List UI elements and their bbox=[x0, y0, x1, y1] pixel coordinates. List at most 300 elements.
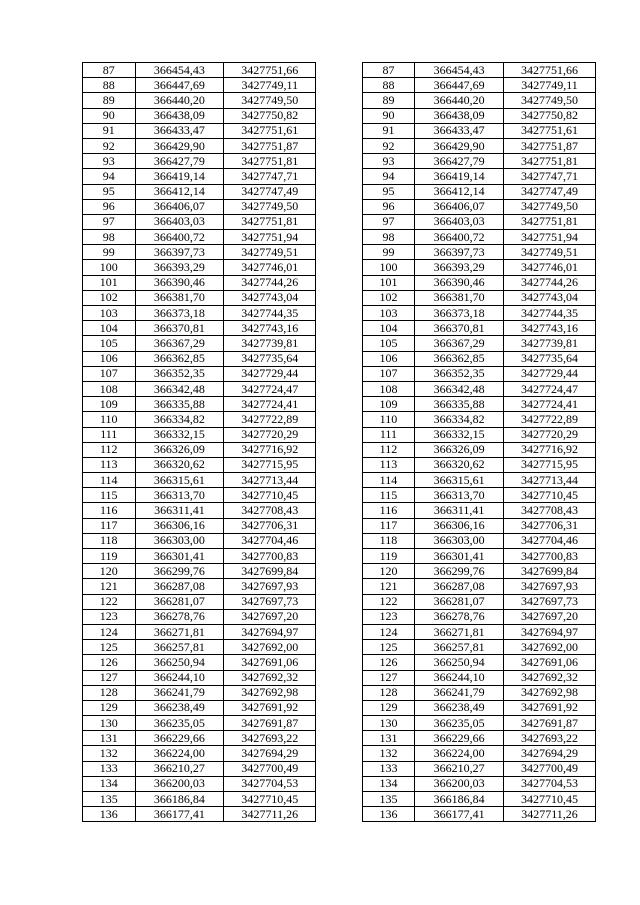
right-y-coordinate-cell: 3427710,45 bbox=[504, 488, 596, 503]
right-y-coordinate-cell: 3427729,44 bbox=[504, 366, 596, 381]
table-row bbox=[83, 488, 596, 503]
right-x-coordinate-cell: 366427,79 bbox=[415, 154, 504, 169]
left-x-coordinate-cell: 366342,48 bbox=[135, 381, 224, 396]
left-x-coordinate-cell: 366235,05 bbox=[135, 716, 224, 731]
left-point-number-cell: 99 bbox=[83, 245, 136, 260]
left-y-coordinate-cell: 3427693,22 bbox=[224, 731, 316, 746]
right-point-number-cell: 101 bbox=[362, 275, 415, 290]
right-y-coordinate-cell: 3427716,92 bbox=[504, 442, 596, 457]
left-x-coordinate-cell: 366299,76 bbox=[135, 564, 224, 579]
column-gap-cell bbox=[316, 533, 362, 548]
right-point-number-cell: 131 bbox=[362, 731, 415, 746]
table-row bbox=[83, 579, 596, 594]
left-point-number-cell: 136 bbox=[83, 807, 136, 822]
left-point-number-cell: 123 bbox=[83, 609, 136, 624]
right-y-coordinate-cell: 3427711,26 bbox=[504, 807, 596, 822]
left-point-number-cell: 98 bbox=[83, 230, 136, 245]
right-x-coordinate-cell: 366342,48 bbox=[415, 381, 504, 396]
right-y-coordinate-cell: 3427713,44 bbox=[504, 473, 596, 488]
column-gap-cell bbox=[316, 381, 362, 396]
right-y-coordinate-cell: 3427749,50 bbox=[504, 199, 596, 214]
table-row bbox=[83, 746, 596, 761]
column-gap-cell bbox=[316, 624, 362, 639]
right-x-coordinate-cell: 366200,03 bbox=[415, 776, 504, 791]
left-y-coordinate-cell: 3427744,35 bbox=[224, 306, 316, 321]
right-y-coordinate-cell: 3427751,81 bbox=[504, 154, 596, 169]
column-gap-cell bbox=[316, 761, 362, 776]
right-y-coordinate-cell: 3427694,97 bbox=[504, 624, 596, 639]
table-row bbox=[83, 306, 596, 321]
left-y-coordinate-cell: 3427749,51 bbox=[224, 245, 316, 260]
column-gap-cell bbox=[316, 746, 362, 761]
right-point-number-cell: 107 bbox=[362, 366, 415, 381]
right-x-coordinate-cell: 366370,81 bbox=[415, 321, 504, 336]
column-gap-cell bbox=[316, 579, 362, 594]
left-x-coordinate-cell: 366429,90 bbox=[135, 138, 224, 153]
table-row bbox=[83, 397, 596, 412]
table-row bbox=[83, 503, 596, 518]
left-point-number-cell: 95 bbox=[83, 184, 136, 199]
right-y-coordinate-cell: 3427720,29 bbox=[504, 427, 596, 442]
right-x-coordinate-cell: 366334,82 bbox=[415, 412, 504, 427]
left-y-coordinate-cell: 3427729,44 bbox=[224, 366, 316, 381]
left-y-coordinate-cell: 3427751,61 bbox=[224, 123, 316, 138]
right-y-coordinate-cell: 3427751,94 bbox=[504, 230, 596, 245]
left-y-coordinate-cell: 3427697,93 bbox=[224, 579, 316, 594]
left-x-coordinate-cell: 366362,85 bbox=[135, 351, 224, 366]
right-x-coordinate-cell: 366447,69 bbox=[415, 78, 504, 93]
column-gap-cell bbox=[316, 366, 362, 381]
left-x-coordinate-cell: 366367,29 bbox=[135, 336, 224, 351]
right-y-coordinate-cell: 3427751,87 bbox=[504, 138, 596, 153]
left-point-number-cell: 109 bbox=[83, 397, 136, 412]
column-gap-cell bbox=[316, 473, 362, 488]
left-x-coordinate-cell: 366397,73 bbox=[135, 245, 224, 260]
left-x-coordinate-cell: 366454,43 bbox=[135, 63, 224, 78]
column-gap-cell bbox=[316, 807, 362, 822]
left-x-coordinate-cell: 366332,15 bbox=[135, 427, 224, 442]
left-x-coordinate-cell: 366200,03 bbox=[135, 776, 224, 791]
right-y-coordinate-cell: 3427691,06 bbox=[504, 655, 596, 670]
right-x-coordinate-cell: 366241,79 bbox=[415, 685, 504, 700]
right-y-coordinate-cell: 3427747,71 bbox=[504, 169, 596, 184]
column-gap-cell bbox=[316, 685, 362, 700]
table-row bbox=[83, 245, 596, 260]
left-point-number-cell: 118 bbox=[83, 533, 136, 548]
right-x-coordinate-cell: 366403,03 bbox=[415, 214, 504, 229]
left-y-coordinate-cell: 3427697,20 bbox=[224, 609, 316, 624]
left-point-number-cell: 87 bbox=[83, 63, 136, 78]
left-y-coordinate-cell: 3427751,87 bbox=[224, 138, 316, 153]
right-y-coordinate-cell: 3427694,29 bbox=[504, 746, 596, 761]
left-point-number-cell: 90 bbox=[83, 108, 136, 123]
left-x-coordinate-cell: 366390,46 bbox=[135, 275, 224, 290]
left-y-coordinate-cell: 3427747,71 bbox=[224, 169, 316, 184]
right-y-coordinate-cell: 3427751,81 bbox=[504, 214, 596, 229]
right-x-coordinate-cell: 366397,73 bbox=[415, 245, 504, 260]
right-x-coordinate-cell: 366373,18 bbox=[415, 306, 504, 321]
right-point-number-cell: 117 bbox=[362, 518, 415, 533]
left-x-coordinate-cell: 366241,79 bbox=[135, 685, 224, 700]
table-row bbox=[83, 731, 596, 746]
right-point-number-cell: 89 bbox=[362, 93, 415, 108]
right-x-coordinate-cell: 366299,76 bbox=[415, 564, 504, 579]
column-gap-cell bbox=[316, 655, 362, 670]
right-x-coordinate-cell: 366229,66 bbox=[415, 731, 504, 746]
right-point-number-cell: 124 bbox=[362, 624, 415, 639]
left-y-coordinate-cell: 3427715,95 bbox=[224, 457, 316, 472]
right-x-coordinate-cell: 366311,41 bbox=[415, 503, 504, 518]
left-point-number-cell: 122 bbox=[83, 594, 136, 609]
column-gap-cell bbox=[316, 670, 362, 685]
right-x-coordinate-cell: 366433,47 bbox=[415, 123, 504, 138]
left-point-number-cell: 135 bbox=[83, 792, 136, 807]
table-row bbox=[83, 169, 596, 184]
right-point-number-cell: 121 bbox=[362, 579, 415, 594]
left-x-coordinate-cell: 366224,00 bbox=[135, 746, 224, 761]
left-point-number-cell: 103 bbox=[83, 306, 136, 321]
left-point-number-cell: 111 bbox=[83, 427, 136, 442]
right-x-coordinate-cell: 366281,07 bbox=[415, 594, 504, 609]
left-y-coordinate-cell: 3427699,84 bbox=[224, 564, 316, 579]
right-point-number-cell: 134 bbox=[362, 776, 415, 791]
left-x-coordinate-cell: 366313,70 bbox=[135, 488, 224, 503]
right-point-number-cell: 106 bbox=[362, 351, 415, 366]
left-point-number-cell: 104 bbox=[83, 321, 136, 336]
right-x-coordinate-cell: 366440,20 bbox=[415, 93, 504, 108]
column-gap-cell bbox=[316, 93, 362, 108]
left-point-number-cell: 101 bbox=[83, 275, 136, 290]
left-x-coordinate-cell: 366433,47 bbox=[135, 123, 224, 138]
table-row bbox=[83, 564, 596, 579]
left-x-coordinate-cell: 366320,62 bbox=[135, 457, 224, 472]
table-row bbox=[83, 78, 596, 93]
right-point-number-cell: 87 bbox=[362, 63, 415, 78]
left-point-number-cell: 133 bbox=[83, 761, 136, 776]
left-point-number-cell: 120 bbox=[83, 564, 136, 579]
right-y-coordinate-cell: 3427693,22 bbox=[504, 731, 596, 746]
left-y-coordinate-cell: 3427747,49 bbox=[224, 184, 316, 199]
right-x-coordinate-cell: 366367,29 bbox=[415, 336, 504, 351]
table-row bbox=[83, 321, 596, 336]
left-point-number-cell: 130 bbox=[83, 716, 136, 731]
column-gap-cell bbox=[316, 442, 362, 457]
right-y-coordinate-cell: 3427751,66 bbox=[504, 63, 596, 78]
left-x-coordinate-cell: 366210,27 bbox=[135, 761, 224, 776]
left-y-coordinate-cell: 3427691,87 bbox=[224, 716, 316, 731]
table-row bbox=[83, 640, 596, 655]
right-x-coordinate-cell: 366244,10 bbox=[415, 670, 504, 685]
right-x-coordinate-cell: 366224,00 bbox=[415, 746, 504, 761]
right-point-number-cell: 111 bbox=[362, 427, 415, 442]
left-y-coordinate-cell: 3427708,43 bbox=[224, 503, 316, 518]
right-point-number-cell: 92 bbox=[362, 138, 415, 153]
column-gap-cell bbox=[316, 184, 362, 199]
right-point-number-cell: 133 bbox=[362, 761, 415, 776]
left-y-coordinate-cell: 3427692,00 bbox=[224, 640, 316, 655]
left-x-coordinate-cell: 366287,08 bbox=[135, 579, 224, 594]
right-x-coordinate-cell: 366406,07 bbox=[415, 199, 504, 214]
table-row bbox=[83, 290, 596, 305]
table-row bbox=[83, 108, 596, 123]
right-y-coordinate-cell: 3427724,41 bbox=[504, 397, 596, 412]
table-row bbox=[83, 518, 596, 533]
left-y-coordinate-cell: 3427704,53 bbox=[224, 776, 316, 791]
right-point-number-cell: 125 bbox=[362, 640, 415, 655]
right-point-number-cell: 103 bbox=[362, 306, 415, 321]
right-y-coordinate-cell: 3427715,95 bbox=[504, 457, 596, 472]
column-gap-cell bbox=[316, 640, 362, 655]
column-gap-cell bbox=[316, 564, 362, 579]
right-y-coordinate-cell: 3427722,89 bbox=[504, 412, 596, 427]
column-gap-cell bbox=[316, 138, 362, 153]
right-point-number-cell: 135 bbox=[362, 792, 415, 807]
right-point-number-cell: 100 bbox=[362, 260, 415, 275]
column-gap-cell bbox=[316, 412, 362, 427]
left-y-coordinate-cell: 3427739,81 bbox=[224, 336, 316, 351]
left-y-coordinate-cell: 3427743,16 bbox=[224, 321, 316, 336]
coordinates-table bbox=[82, 62, 596, 822]
left-point-number-cell: 129 bbox=[83, 700, 136, 715]
right-x-coordinate-cell: 366320,62 bbox=[415, 457, 504, 472]
left-y-coordinate-cell: 3427743,04 bbox=[224, 290, 316, 305]
left-y-coordinate-cell: 3427720,29 bbox=[224, 427, 316, 442]
right-y-coordinate-cell: 3427692,00 bbox=[504, 640, 596, 655]
right-y-coordinate-cell: 3427744,35 bbox=[504, 306, 596, 321]
left-x-coordinate-cell: 366244,10 bbox=[135, 670, 224, 685]
column-gap-cell bbox=[316, 518, 362, 533]
left-x-coordinate-cell: 366412,14 bbox=[135, 184, 224, 199]
right-point-number-cell: 136 bbox=[362, 807, 415, 822]
column-gap-cell bbox=[316, 214, 362, 229]
left-x-coordinate-cell: 366315,61 bbox=[135, 473, 224, 488]
left-x-coordinate-cell: 366438,09 bbox=[135, 108, 224, 123]
left-y-coordinate-cell: 3427724,41 bbox=[224, 397, 316, 412]
left-point-number-cell: 112 bbox=[83, 442, 136, 457]
right-point-number-cell: 98 bbox=[362, 230, 415, 245]
left-point-number-cell: 114 bbox=[83, 473, 136, 488]
column-gap-cell bbox=[316, 154, 362, 169]
right-x-coordinate-cell: 366210,27 bbox=[415, 761, 504, 776]
right-y-coordinate-cell: 3427751,61 bbox=[504, 123, 596, 138]
left-point-number-cell: 125 bbox=[83, 640, 136, 655]
left-point-number-cell: 88 bbox=[83, 78, 136, 93]
right-x-coordinate-cell: 366332,15 bbox=[415, 427, 504, 442]
right-x-coordinate-cell: 366400,72 bbox=[415, 230, 504, 245]
left-point-number-cell: 126 bbox=[83, 655, 136, 670]
right-point-number-cell: 116 bbox=[362, 503, 415, 518]
right-point-number-cell: 114 bbox=[362, 473, 415, 488]
left-point-number-cell: 134 bbox=[83, 776, 136, 791]
column-gap-cell bbox=[316, 397, 362, 412]
right-point-number-cell: 118 bbox=[362, 533, 415, 548]
left-point-number-cell: 96 bbox=[83, 199, 136, 214]
left-y-coordinate-cell: 3427692,32 bbox=[224, 670, 316, 685]
column-gap-cell bbox=[316, 123, 362, 138]
left-x-coordinate-cell: 366278,76 bbox=[135, 609, 224, 624]
left-x-coordinate-cell: 366373,18 bbox=[135, 306, 224, 321]
column-gap-cell bbox=[316, 169, 362, 184]
left-point-number-cell: 127 bbox=[83, 670, 136, 685]
right-y-coordinate-cell: 3427708,43 bbox=[504, 503, 596, 518]
left-y-coordinate-cell: 3427706,31 bbox=[224, 518, 316, 533]
left-point-number-cell: 115 bbox=[83, 488, 136, 503]
column-gap-cell bbox=[316, 230, 362, 245]
left-y-coordinate-cell: 3427751,81 bbox=[224, 214, 316, 229]
right-point-number-cell: 94 bbox=[362, 169, 415, 184]
right-y-coordinate-cell: 3427692,98 bbox=[504, 685, 596, 700]
right-point-number-cell: 91 bbox=[362, 123, 415, 138]
right-x-coordinate-cell: 366335,88 bbox=[415, 397, 504, 412]
left-point-number-cell: 110 bbox=[83, 412, 136, 427]
right-y-coordinate-cell: 3427692,32 bbox=[504, 670, 596, 685]
table-row bbox=[83, 655, 596, 670]
column-gap-cell bbox=[316, 488, 362, 503]
right-y-coordinate-cell: 3427704,53 bbox=[504, 776, 596, 791]
column-gap-cell bbox=[316, 245, 362, 260]
table-row bbox=[83, 670, 596, 685]
left-y-coordinate-cell: 3427710,45 bbox=[224, 792, 316, 807]
right-point-number-cell: 105 bbox=[362, 336, 415, 351]
column-gap-cell bbox=[316, 594, 362, 609]
right-point-number-cell: 128 bbox=[362, 685, 415, 700]
right-point-number-cell: 113 bbox=[362, 457, 415, 472]
right-x-coordinate-cell: 366278,76 bbox=[415, 609, 504, 624]
left-point-number-cell: 117 bbox=[83, 518, 136, 533]
column-gap-cell bbox=[316, 199, 362, 214]
right-x-coordinate-cell: 366352,35 bbox=[415, 366, 504, 381]
left-point-number-cell: 121 bbox=[83, 579, 136, 594]
left-point-number-cell: 102 bbox=[83, 290, 136, 305]
table-row bbox=[83, 138, 596, 153]
left-x-coordinate-cell: 366427,79 bbox=[135, 154, 224, 169]
left-y-coordinate-cell: 3427704,46 bbox=[224, 533, 316, 548]
left-y-coordinate-cell: 3427700,83 bbox=[224, 549, 316, 564]
right-x-coordinate-cell: 366381,70 bbox=[415, 290, 504, 305]
right-y-coordinate-cell: 3427750,82 bbox=[504, 108, 596, 123]
column-gap-cell bbox=[316, 427, 362, 442]
right-x-coordinate-cell: 366313,70 bbox=[415, 488, 504, 503]
right-point-number-cell: 115 bbox=[362, 488, 415, 503]
column-gap-cell bbox=[316, 609, 362, 624]
table-row bbox=[83, 776, 596, 791]
column-gap-cell bbox=[316, 78, 362, 93]
right-x-coordinate-cell: 366326,09 bbox=[415, 442, 504, 457]
left-x-coordinate-cell: 366381,70 bbox=[135, 290, 224, 305]
right-y-coordinate-cell: 3427710,45 bbox=[504, 792, 596, 807]
table-row bbox=[83, 260, 596, 275]
column-gap-cell bbox=[316, 63, 362, 78]
right-x-coordinate-cell: 366287,08 bbox=[415, 579, 504, 594]
left-point-number-cell: 124 bbox=[83, 624, 136, 639]
left-point-number-cell: 106 bbox=[83, 351, 136, 366]
table-row bbox=[83, 154, 596, 169]
right-y-coordinate-cell: 3427749,50 bbox=[504, 93, 596, 108]
right-x-coordinate-cell: 366301,41 bbox=[415, 549, 504, 564]
left-x-coordinate-cell: 366335,88 bbox=[135, 397, 224, 412]
table-row bbox=[83, 594, 596, 609]
right-x-coordinate-cell: 366303,00 bbox=[415, 533, 504, 548]
left-y-coordinate-cell: 3427697,73 bbox=[224, 594, 316, 609]
table-row bbox=[83, 366, 596, 381]
table-row bbox=[83, 549, 596, 564]
right-point-number-cell: 127 bbox=[362, 670, 415, 685]
table-row bbox=[83, 230, 596, 245]
table-row bbox=[83, 473, 596, 488]
left-point-number-cell: 91 bbox=[83, 123, 136, 138]
right-y-coordinate-cell: 3427743,04 bbox=[504, 290, 596, 305]
left-x-coordinate-cell: 366334,82 bbox=[135, 412, 224, 427]
left-x-coordinate-cell: 366306,16 bbox=[135, 518, 224, 533]
left-x-coordinate-cell: 366406,07 bbox=[135, 199, 224, 214]
left-x-coordinate-cell: 366303,00 bbox=[135, 533, 224, 548]
right-x-coordinate-cell: 366235,05 bbox=[415, 716, 504, 731]
left-x-coordinate-cell: 366177,41 bbox=[135, 807, 224, 822]
table-row bbox=[83, 63, 596, 78]
table-row bbox=[83, 609, 596, 624]
right-y-coordinate-cell: 3427697,93 bbox=[504, 579, 596, 594]
left-x-coordinate-cell: 366229,66 bbox=[135, 731, 224, 746]
left-point-number-cell: 116 bbox=[83, 503, 136, 518]
left-point-number-cell: 132 bbox=[83, 746, 136, 761]
table-row bbox=[83, 123, 596, 138]
left-y-coordinate-cell: 3427749,50 bbox=[224, 93, 316, 108]
right-point-number-cell: 122 bbox=[362, 594, 415, 609]
left-y-coordinate-cell: 3427694,97 bbox=[224, 624, 316, 639]
right-y-coordinate-cell: 3427749,51 bbox=[504, 245, 596, 260]
left-point-number-cell: 107 bbox=[83, 366, 136, 381]
left-x-coordinate-cell: 366447,69 bbox=[135, 78, 224, 93]
right-point-number-cell: 132 bbox=[362, 746, 415, 761]
right-x-coordinate-cell: 366271,81 bbox=[415, 624, 504, 639]
right-y-coordinate-cell: 3427747,49 bbox=[504, 184, 596, 199]
right-point-number-cell: 130 bbox=[362, 716, 415, 731]
right-x-coordinate-cell: 366390,46 bbox=[415, 275, 504, 290]
right-x-coordinate-cell: 366250,94 bbox=[415, 655, 504, 670]
right-point-number-cell: 96 bbox=[362, 199, 415, 214]
right-y-coordinate-cell: 3427743,16 bbox=[504, 321, 596, 336]
table-row bbox=[83, 412, 596, 427]
left-point-number-cell: 100 bbox=[83, 260, 136, 275]
left-point-number-cell: 97 bbox=[83, 214, 136, 229]
right-x-coordinate-cell: 366177,41 bbox=[415, 807, 504, 822]
right-x-coordinate-cell: 366454,43 bbox=[415, 63, 504, 78]
right-point-number-cell: 97 bbox=[362, 214, 415, 229]
right-x-coordinate-cell: 366429,90 bbox=[415, 138, 504, 153]
table-row bbox=[83, 427, 596, 442]
right-y-coordinate-cell: 3427699,84 bbox=[504, 564, 596, 579]
left-point-number-cell: 131 bbox=[83, 731, 136, 746]
right-point-number-cell: 120 bbox=[362, 564, 415, 579]
right-x-coordinate-cell: 366393,29 bbox=[415, 260, 504, 275]
left-x-coordinate-cell: 366238,49 bbox=[135, 700, 224, 715]
left-y-coordinate-cell: 3427751,81 bbox=[224, 154, 316, 169]
left-x-coordinate-cell: 366186,84 bbox=[135, 792, 224, 807]
table-row bbox=[83, 214, 596, 229]
table-row bbox=[83, 184, 596, 199]
column-gap-cell bbox=[316, 336, 362, 351]
table-row bbox=[83, 336, 596, 351]
left-y-coordinate-cell: 3427735,64 bbox=[224, 351, 316, 366]
table-row bbox=[83, 351, 596, 366]
right-x-coordinate-cell: 366257,81 bbox=[415, 640, 504, 655]
left-x-coordinate-cell: 366400,72 bbox=[135, 230, 224, 245]
left-point-number-cell: 89 bbox=[83, 93, 136, 108]
table-row bbox=[83, 93, 596, 108]
table-row bbox=[83, 533, 596, 548]
right-point-number-cell: 104 bbox=[362, 321, 415, 336]
right-y-coordinate-cell: 3427704,46 bbox=[504, 533, 596, 548]
